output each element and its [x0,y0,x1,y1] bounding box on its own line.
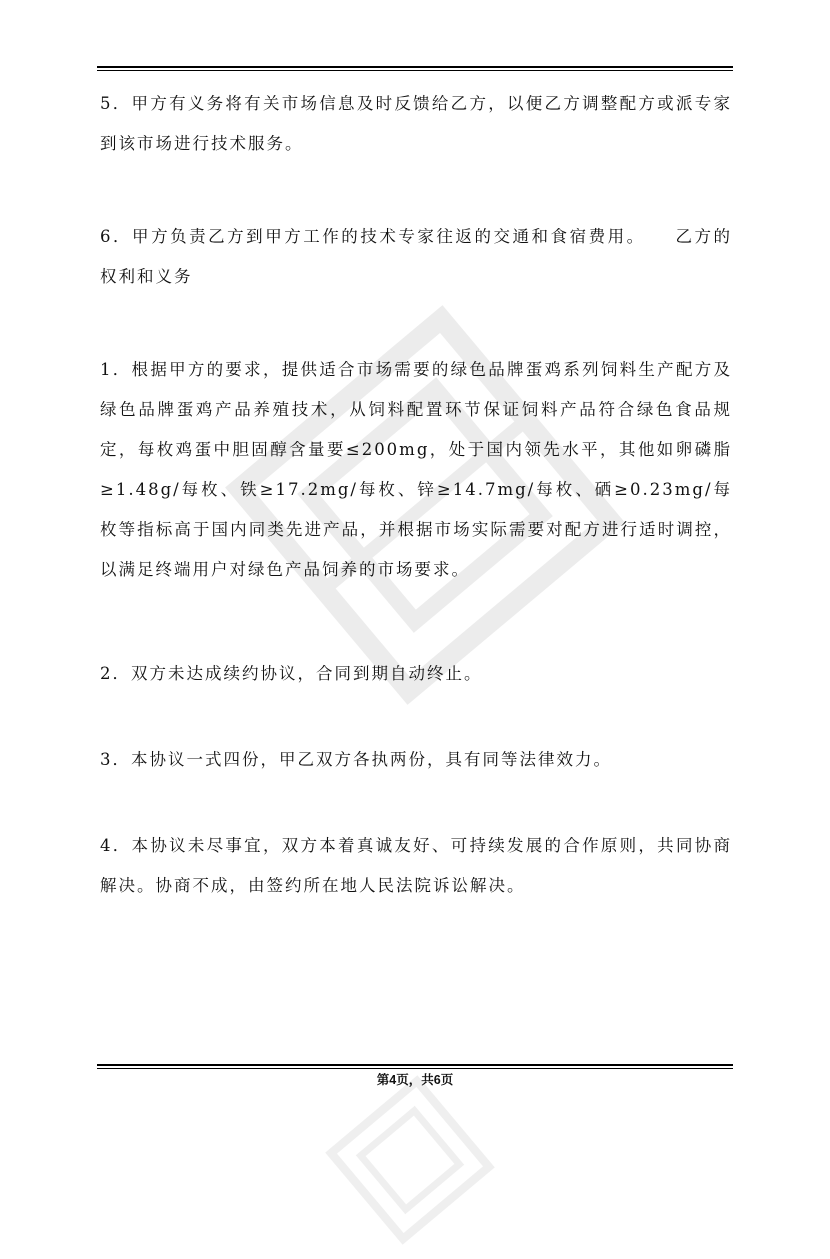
header-rule [97,66,733,71]
clause-paragraph: 6．甲方负责乙方到甲方工作的技术专家往返的交通和食宿费用。 乙方的权利和义务 [100,227,732,286]
clause-paragraph: 4．本协议未尽事宜，双方本着真诚友好、可持续发展的合作原则，共同协商解决。协商不成，由签约所在地人民法院诉讼解决。 [100,836,732,895]
clause-paragraph: 3．本协议一式四份，甲乙双方各执两份，具有同等法律效力。 [100,750,612,769]
clause-paragraph: 5．甲方有义务将有关市场信息及时反馈给乙方，以便乙方调整配方或派专家到该市场进行技术服务。 [100,94,732,153]
watermark-stamp [311,1061,508,1258]
clause-paragraph: 2．双方未达成续约协议，合同到期自动终止。 [100,664,483,683]
clause-paragraph: 1．根据甲方的要求，提供适合市场需要的绿色品牌蛋鸡系列饲料生产配方及绿色品牌蛋鸡产品养殖技术，从饲料配置环节保证饲料产品符合绿色食品规定，每枚鸡蛋中胆固醇含量要≤200mg，处于国内领先水平，其他如卵磷脂≥1.48g/每枚、铁≥17.2mg/每枚、锌≥14.7mg/每枚、硒≥0.23mg/每枚等指标高于国内同类先进产品，并根据市场实际需要对配方进行适时调控，以满足终端用户对绿色产品饲养的市场要求。 [100,360,732,579]
page-number: 第4页，共6页 [376,1073,454,1087]
